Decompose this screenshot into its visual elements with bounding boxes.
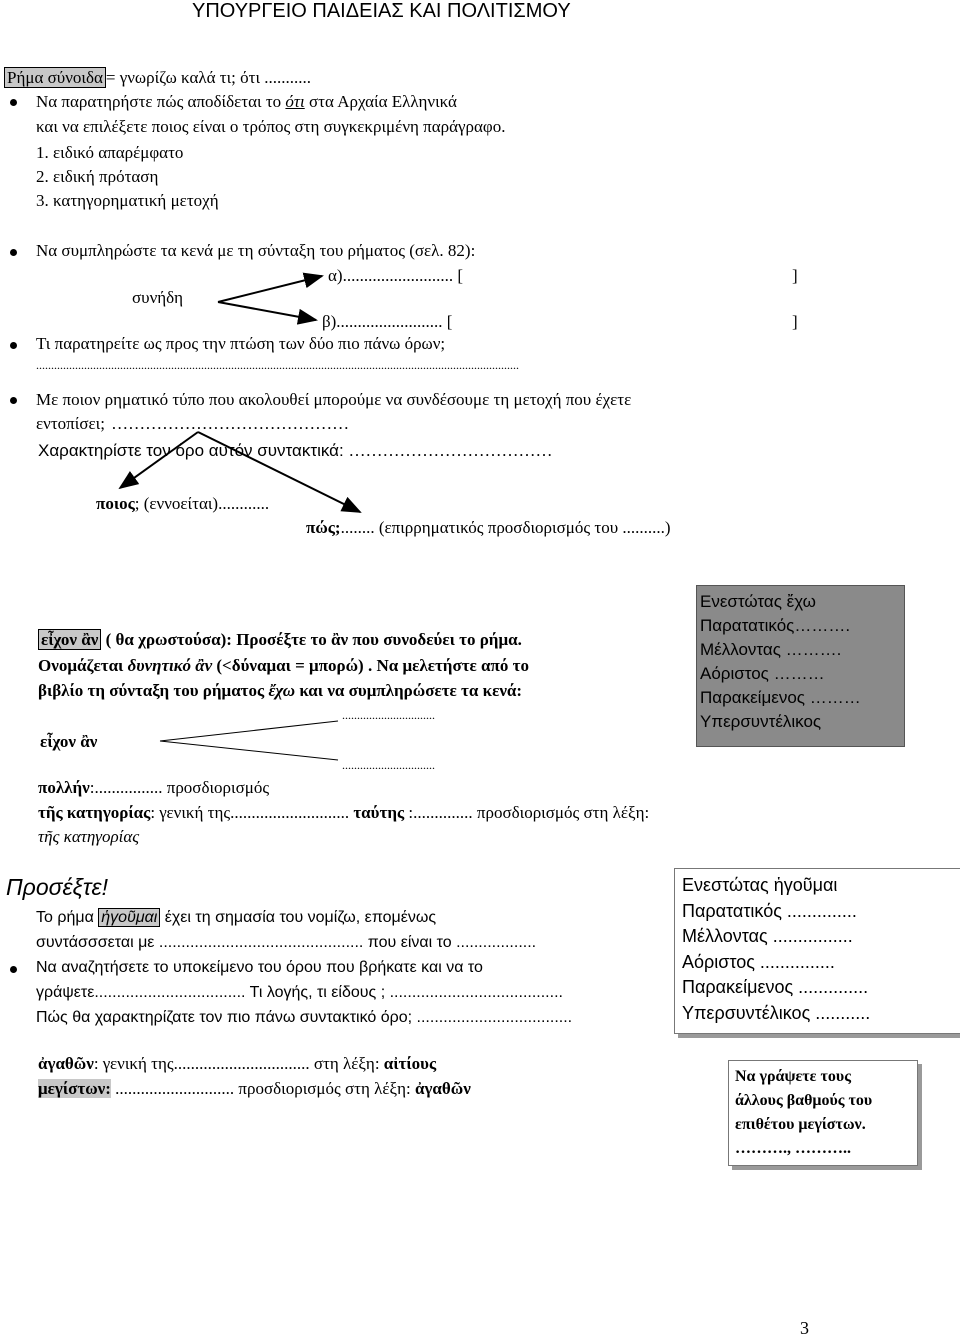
degrees-box xyxy=(728,1060,918,1166)
agathon-rest: : γενική της................................ στη λέξη: xyxy=(93,1054,384,1073)
question-3: Τι παρατηρείτε ως προς την πτώση των δύο πιο πάνω όρων; xyxy=(36,334,446,353)
tense-line: Παρατατικός .............. xyxy=(682,900,857,921)
beta-blank: β)......................... [ xyxy=(322,312,453,331)
line1-c: έχει τη σημασία του νομίζω, επομένως xyxy=(160,909,437,926)
tense-line: Μέλλοντας ................ xyxy=(682,926,853,946)
igoumai-line1 xyxy=(36,909,436,927)
question-4-line2 xyxy=(36,414,349,434)
tis-kat-rest: : γενική της............................ xyxy=(150,803,350,822)
agathon-line xyxy=(38,1054,436,1074)
poios-line xyxy=(96,494,269,514)
pos-line xyxy=(306,518,671,538)
igoumai-line5: Πώς θα χαρακτηρίζατε τον πιο πάνω συντακτικό όρο; ................................... xyxy=(36,1009,573,1026)
pollin-line xyxy=(38,778,269,798)
tense-line: Αόριστος ............... xyxy=(682,951,835,972)
line2-c: (<δύναμαι = μπορώ) . Να μελετήστε από το xyxy=(212,656,529,675)
alpha-close: ] xyxy=(792,266,798,285)
tense-line: Παρατατικός………. xyxy=(700,616,851,635)
igoumai-word: ἡγοῦμαι xyxy=(98,908,160,927)
q1-part2: στα Αρχαία Ελληνικά xyxy=(304,92,457,111)
bullet xyxy=(10,966,17,973)
taftis-rest: :.............. προσδιορισμός στη λέξη: xyxy=(404,803,650,822)
line3-b: ἔχω xyxy=(268,681,296,700)
option-2: 2. ειδική πρόταση xyxy=(36,167,159,186)
branch-up xyxy=(160,721,338,741)
megiston-word: μεγίστων: xyxy=(38,1079,111,1098)
poios-rest: ; (εννοείται)............ xyxy=(134,494,270,513)
option-3: 3. κατηγορηματική μετοχή xyxy=(36,191,219,210)
pos-rest: ........ (επιρρηματικός προσδιορισμός του ..........) xyxy=(340,518,671,537)
line1-rest: ( θα χρωστούσα): Προσέξτε το ἂν που συνοδεύει το ρήμα. xyxy=(101,630,522,649)
line3-c: και να συμπληρώσετε τα κενά: xyxy=(295,681,523,700)
q1-oti: ότι xyxy=(285,92,305,111)
tis-kat-line xyxy=(38,803,649,823)
arrow-diagram-2 xyxy=(0,600,960,800)
eixon-an-boxed: εἶχον ἂν xyxy=(38,629,101,650)
alpha-blank: α).......................... [ xyxy=(328,266,463,285)
eixon-an-2: εἶχον ἂν xyxy=(40,732,98,751)
igoumai-line4: γράψετε.................................. Τι λογής, τι είδους ; ....................................... xyxy=(36,984,563,1001)
branch-down xyxy=(160,741,338,760)
page-number: 3 xyxy=(800,1318,809,1338)
degrees-line: επιθέτου μεγίστων. xyxy=(735,1116,866,1133)
agathon-word: ἀγαθῶν xyxy=(38,1054,94,1073)
blank-dots-2: ............................... xyxy=(342,758,435,772)
q4-dots: …………………………………… xyxy=(111,414,350,433)
blank-dots-1: ............................... xyxy=(342,708,435,722)
prosexte-heading: Προσέξτε! xyxy=(6,874,108,900)
degrees-line: άλλους βαθμούς του xyxy=(735,1092,873,1109)
degrees-line: Να γράψετε τους xyxy=(735,1068,851,1085)
tense-line: Υπερσυντέλικος xyxy=(700,712,822,731)
tense-line: Ενεστώτας ἡγοῦμαι xyxy=(682,875,838,895)
tis-kat-italic: τῆς κατηγορίας xyxy=(38,827,140,846)
question-2: Να συμπληρώστε τα κενά με τη σύνταξη του ρήματος (σελ. 82): xyxy=(36,241,476,260)
line2-a: Ονομάζεται xyxy=(38,656,128,675)
line3-a: βιβλίο τη σύνταξη του ρήματος xyxy=(38,681,269,700)
arrow-down xyxy=(218,302,316,320)
arrow-up xyxy=(218,276,322,302)
tense-line: Υπερσυντέλικος ........... xyxy=(682,1002,871,1023)
question-4: Με ποιον ρηματικό τύπο που ακολουθεί μπορούμε να συνδέσουμε τη μετοχή που έχετε xyxy=(36,390,632,409)
beta-close: ] xyxy=(792,312,798,331)
answer-dots: ................................................................................................................................................................. xyxy=(36,358,519,372)
characterize-dots: ……………………………… xyxy=(348,441,553,460)
tense-line: Αόριστος ……… xyxy=(700,664,825,683)
igoumai-line2: συντάσσσεται με .............................................. που είναι το .................. xyxy=(36,934,537,951)
bullet xyxy=(10,397,17,404)
bullet xyxy=(10,342,17,349)
title-highlight: Ρήμα σύνοιδα xyxy=(4,67,106,88)
characterize-line xyxy=(38,441,552,461)
tense-line: Παρακείμενος .............. xyxy=(682,977,869,997)
igoumai-line3: Να αναζητήσετε το υποκείμενο του όρου που βρήκατε και να το xyxy=(36,959,483,976)
tense-line: Ενεστώτας ἔχω xyxy=(700,592,816,611)
poios-word: ποιος xyxy=(96,494,135,513)
megiston-line xyxy=(38,1079,471,1099)
pollin-word: πολλήν xyxy=(38,778,90,797)
aition-word: αἰτίους xyxy=(383,1054,437,1073)
tense-line: Παρακείμενος ……… xyxy=(700,688,861,707)
pollin-rest: :................ προσδιορισμός xyxy=(89,778,270,797)
characterize-text: Χαρακτηρίστε τον όρο αυτόν συντακτικά: xyxy=(38,441,344,460)
q4-line2-text: εντοπίσει; xyxy=(36,414,105,433)
title-rest: = γνωρίζω καλά τι; ότι ........... xyxy=(105,68,312,87)
tense-box-igoumai xyxy=(674,868,960,1034)
synidi-label: συνήδη xyxy=(132,288,184,307)
question-1-line2: και να επιλέξετε ποιος είναι ο τρόπος στη συγκεκριμένη παράγραφο. xyxy=(36,117,506,136)
tis-kat-word: τῆς κατηγορίας xyxy=(38,803,151,822)
degrees-line: ………., ……….. xyxy=(735,1140,851,1157)
option-1: 1. ειδικό απαρέμφατο xyxy=(36,143,184,162)
tense-line: Μέλλοντας ………. xyxy=(700,640,842,659)
taftis-word: ταύτης xyxy=(353,803,405,822)
pos-word: πώς; xyxy=(306,518,341,537)
agathon-word-2: ἀγαθῶν xyxy=(414,1079,471,1098)
q1-part1: Να παρατηρήστε πώς αποδίδεται το xyxy=(36,92,286,111)
page-header: ΥΠΟΥΡΓΕΙΟ ΠΑΙΔΕΙΑΣ ΚΑΙ ΠΟΛΙΤΙΣΜΟΥ xyxy=(192,0,571,22)
line2-b: δυνητικό ἂν xyxy=(127,656,213,675)
line1-a: Το ρήμα xyxy=(36,909,99,926)
megiston-rest: ............................ προσδιορισμός στη λέξη: xyxy=(110,1079,415,1098)
